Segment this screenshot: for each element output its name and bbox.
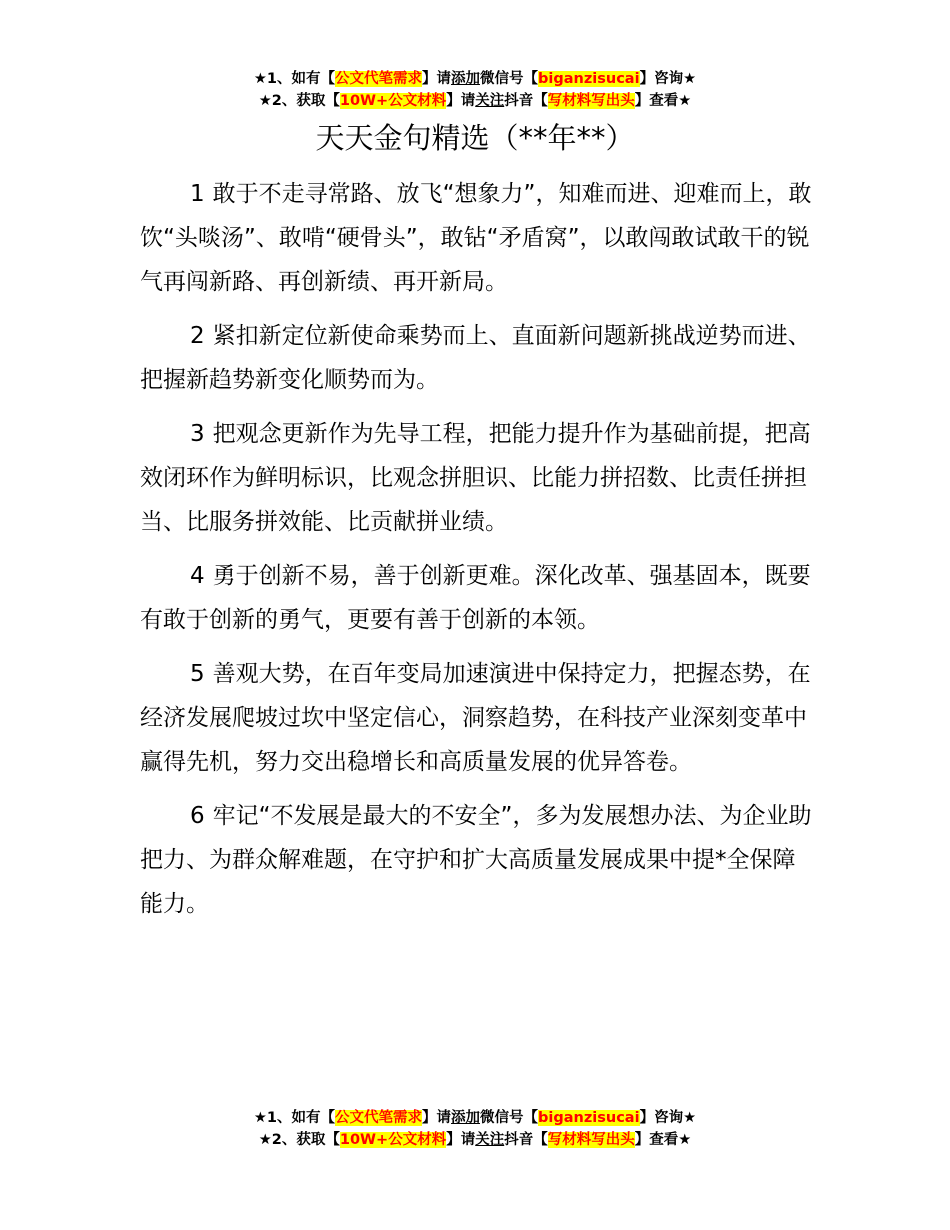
banner-underline: 添加 xyxy=(451,1110,481,1126)
header-banner xyxy=(0,68,950,112)
douyin-highlight: 写材料写出头 xyxy=(547,93,635,109)
paragraph-text: 勇于创新不易，善于创新更难。深化改革、强基固本，既要有敢于创新的勇气，更要有善于创新的本领。 xyxy=(140,563,811,633)
banner-text: 微信号【 xyxy=(480,1110,539,1126)
wechat-id-highlight: biganzisucai xyxy=(538,71,640,87)
paragraph-number: 6 xyxy=(190,803,205,829)
footer-banner xyxy=(0,1107,950,1151)
paragraph-text: 紧扣新定位新使命乘势而上、直面新问题新挑战逆势而进、把握新趋势新变化顺势而为。 xyxy=(140,323,811,393)
banner-text: ★2、获取【 xyxy=(258,93,340,109)
banner-highlight: 公文代笔需求 xyxy=(335,1110,423,1126)
banner-highlight: 10W+公文材料 xyxy=(339,1132,447,1148)
banner-text: 】查看★ xyxy=(634,1132,692,1148)
paragraph xyxy=(140,172,812,304)
banner-highlight: 公文代笔需求 xyxy=(335,71,423,87)
banner-underline: 关注 xyxy=(475,1132,505,1148)
document-body xyxy=(140,172,812,936)
paragraph-text: 敢于不走寻常路、放飞“想象力”，知难而进、迎难而上，敢饮“头啖汤”、敢啃“硬骨头”，敢钻“矛盾窝”，以敢闯敢试敢干的锐气再闯新路、再创新绩、再开新局。 xyxy=(140,181,812,295)
paragraph xyxy=(140,554,812,642)
paragraph-number: 5 xyxy=(190,661,205,687)
banner-text: 】请 xyxy=(422,1110,452,1126)
banner-text: 微信号【 xyxy=(480,71,539,87)
banner-text: 】请 xyxy=(446,1132,476,1148)
banner-text: 】咨询★ xyxy=(639,1110,697,1126)
document-title: 天天金句精选（**年**） xyxy=(315,121,635,155)
banner-text: 】咨询★ xyxy=(639,71,697,87)
banner-text: 】请 xyxy=(422,71,452,87)
banner-text: 抖音【 xyxy=(504,93,548,109)
paragraph-number: 2 xyxy=(190,323,205,349)
paragraph-text: 牢记“不发展是最大的不安全”，多为发展想办法、为企业助把力、为群众解难题，在守护和扩大高质量发展成果中提*全保障能力。 xyxy=(140,803,812,917)
douyin-highlight: 写材料写出头 xyxy=(547,1132,635,1148)
paragraph-number: 3 xyxy=(190,421,205,447)
wechat-id-highlight: biganzisucai xyxy=(538,1110,640,1126)
banner-line-2 xyxy=(0,1129,950,1151)
paragraph xyxy=(140,412,812,544)
banner-line-1 xyxy=(0,1107,950,1129)
paragraph-text: 把观念更新作为先导工程，把能力提升作为基础前提，把高效闭环作为鲜明标识，比观念拼胆识、比能力拼招数、比责任拼担当、比服务拼效能、比贡献拼业绩。 xyxy=(140,421,811,535)
banner-text: 】请 xyxy=(446,93,476,109)
banner-text: ★2、获取【 xyxy=(258,1132,340,1148)
paragraph-text: 善观大势，在百年变局加速演进中保持定力，把握态势，在经济发展爬坡过坎中坚定信心，洞察趋势，在科技产业深刻变革中赢得先机，努力交出稳增长和高质量发展的优异答卷。 xyxy=(140,661,811,775)
banner-line-1 xyxy=(0,68,950,90)
paragraph xyxy=(140,652,812,784)
paragraph xyxy=(140,314,812,402)
paragraph-number: 1 xyxy=(190,181,205,207)
banner-text: 】查看★ xyxy=(634,93,692,109)
banner-underline: 添加 xyxy=(451,71,481,87)
banner-highlight: 10W+公文材料 xyxy=(339,93,447,109)
banner-text: 抖音【 xyxy=(504,1132,548,1148)
banner-text: ★1、如有【 xyxy=(253,1110,336,1126)
banner-line-2 xyxy=(0,90,950,112)
banner-text: ★1、如有【 xyxy=(253,71,336,87)
paragraph-number: 4 xyxy=(190,563,205,589)
banner-underline: 关注 xyxy=(475,93,505,109)
paragraph xyxy=(140,794,812,926)
